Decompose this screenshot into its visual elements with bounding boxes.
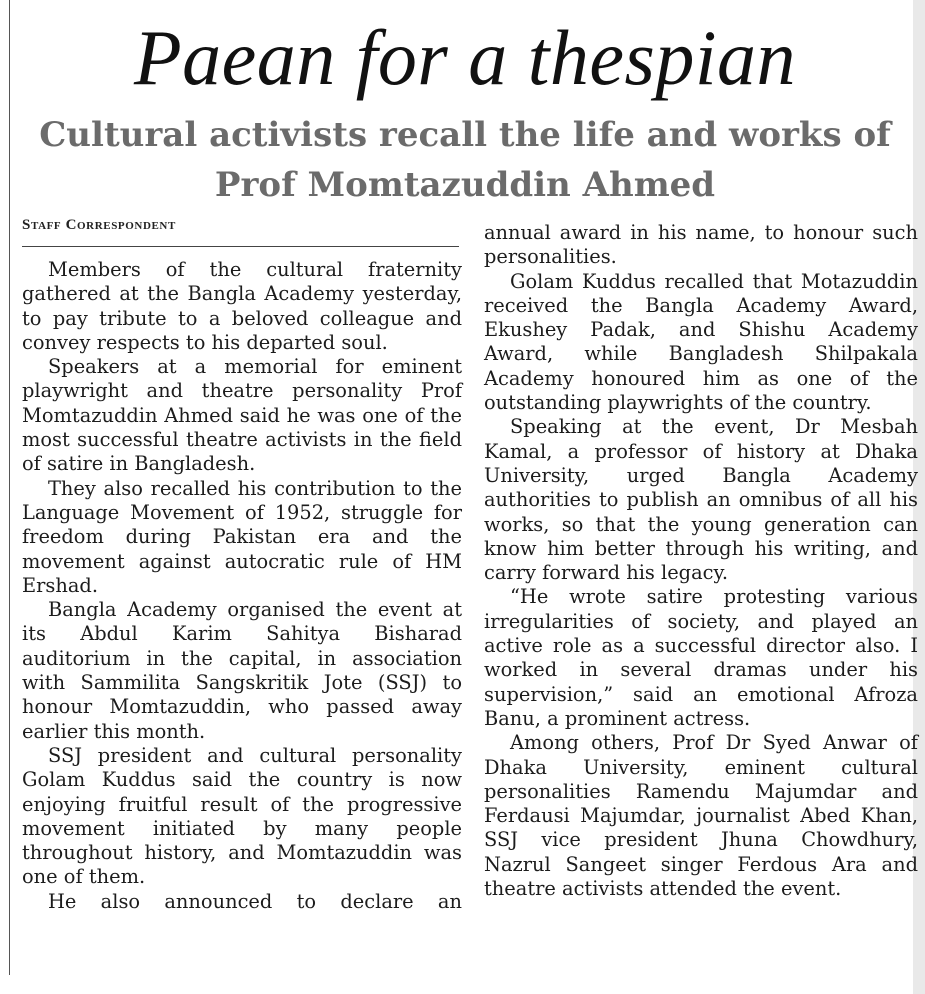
paragraph: Among others, Prof Dr Syed Anwar of Dhaka University, eminent cultural personalities Ramendu Majumdar and Ferdausi Majumdar, journalist Abed Khan, SSJ vice president Jhuna Chowdhury, Nazrul Sangeet singer Ferdous Ara and theatre activists attended the event. xyxy=(484,731,918,901)
subheadline xyxy=(20,110,910,210)
byline-rule xyxy=(22,246,459,247)
paragraph: Speaking at the event, Dr Mesbah Kamal, a professor of history at Dhaka University, urged Bangla Academy authorities to publish an omnibus of all his works, so that the young generation can know him better through his writing, and carry forward his legacy. xyxy=(484,415,918,585)
right-column xyxy=(484,221,918,901)
paragraph: “He wrote satire protesting various irregularities of society, and played an active role as a successful director also. I worked in several dramas under his supervision,” said an emotional Afroza Banu, a prominent actress. xyxy=(484,585,918,730)
paragraph: Speakers at a memorial for eminent playwright and theatre personality Prof Momtazuddin Ahmed said he was one of the most successful theatre activists in the field of satire in Bangladesh. xyxy=(22,355,462,476)
headline: Paean for a thespian xyxy=(133,14,797,101)
subheadline-line-2: Prof Momtazuddin Ahmed xyxy=(214,165,716,205)
paragraph: Members of the cultural fraternity gathered at the Bangla Academy yesterday, to pay tribute to a beloved colleague and convey respects to his departed soul. xyxy=(22,258,462,354)
left-column xyxy=(22,258,462,914)
paragraph: SSJ president and cultural personality Golam Kuddus said the country is now enjoying fruitful result of the progressive movement initiated by many people throughout history, and Momtazuddin was one of them. xyxy=(22,743,462,889)
paragraph-continued: annual award in his name, to honour such personalities. xyxy=(484,221,918,269)
left-column-rule xyxy=(9,0,10,975)
byline: Staff Correspondent xyxy=(22,217,176,233)
paragraph: Golam Kuddus recalled that Motazuddin received the Bangla Academy Award, Ekushey Padak, and Shishu Academy Award, while Bangladesh Shilpakala Academy honoured him as one of the outstanding playwrights of the country. xyxy=(484,269,918,415)
paragraph: He also announced to declare an xyxy=(48,889,462,913)
paragraph: Bangla Academy organised the event at its Abdul Karim Sahitya Bisharad auditorium in the capital, in association with Sammilita Sangskritik Jote (SSJ) to honour Momtazuddin, who passed away earlier this month. xyxy=(22,598,462,743)
subheadline-line-1: Cultural activists recall the life and works of xyxy=(39,115,891,155)
paragraph: They also recalled his contribution to the Language Movement of 1952, struggle for freedom during Pakistan era and the movement against autocratic rule of HM Ershad. xyxy=(22,476,462,597)
